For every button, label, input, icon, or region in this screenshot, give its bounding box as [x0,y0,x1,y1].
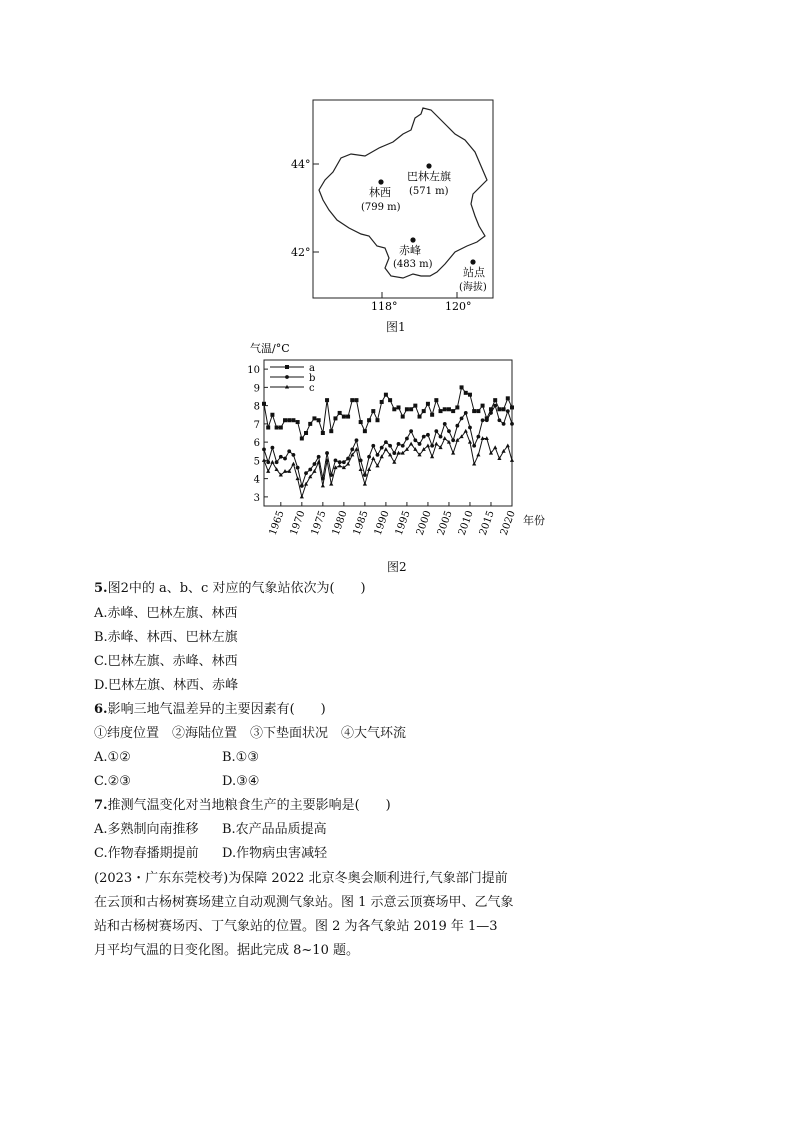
q7-option-b[interactable]: B.农产品品质提高 [222,822,327,837]
station-name-chifeng: 赤峰 [399,244,421,257]
point-a-1971 [304,431,308,435]
y-tick-label-9: 9 [253,383,260,395]
point-a-1974 [317,418,321,422]
point-a-1998 [418,415,422,419]
point-a-1981 [346,415,350,419]
q6-option-d[interactable]: D.③④ [222,774,260,789]
question-6-number: 6. [94,702,108,717]
point-a-1989 [380,400,384,404]
point-b-1992 [392,451,396,455]
point-b-1973 [313,462,317,466]
point-b-1964 [275,460,279,464]
legend-label-b: b [309,373,316,384]
station-name-balinzuoqi: 巴林左旗 [407,170,451,183]
point-b-2011 [472,444,476,448]
legend-label-c: c [309,383,315,394]
point-a-1992 [392,407,396,411]
point-c-1996 [409,442,413,446]
passage-8-10 [94,867,514,963]
point-b-1994 [401,444,405,448]
point-b-1982 [350,448,354,452]
point-b-1989 [380,446,384,450]
point-a-1986 [367,418,371,422]
question-6-text: 影响三地气温差异的主要因素有( ) [107,702,326,717]
point-b-1967 [287,449,291,453]
point-c-1962 [266,469,270,473]
x-tick-label-1995: 1995 [393,509,413,537]
figure2-chart [240,338,560,558]
point-a-1973 [312,416,316,420]
question-7-text: 推测气温变化对当地粮食生产的主要影响是( ) [107,798,391,813]
point-c-1990 [384,447,388,451]
point-b-1991 [388,444,392,448]
y-tick-label-7: 7 [253,419,260,431]
passage-source: (2023・广东东莞校考) [94,871,229,886]
point-a-1977 [329,429,333,433]
point-b-2016 [493,404,497,408]
point-a-1970 [300,436,304,440]
point-c-2010 [468,440,472,444]
point-a-1994 [401,415,405,419]
point-a-2001 [430,413,434,417]
passage-text: 为保障 2022 北京冬奥会顺利进行,气象部门提前在云顶和古杨树赛场建立自动观测气象站。图 1 示意云顶赛场甲、乙气象站和古杨树赛场丙、丁气象站的位置。图 2 为各气象站 2019 年 1—3 月平均气温的日变化图。据此完成 8~10 题。 [94,871,514,958]
point-c-2016 [493,445,497,449]
point-b-2005 [447,429,451,433]
point-c-1968 [291,462,295,466]
point-b-1980 [342,460,346,464]
q5-option-a[interactable]: A.赤峰、巴林左旗、林西 [94,606,238,621]
point-a-1990 [384,393,388,397]
point-a-1984 [359,420,363,424]
legend-station-label: 站点 [463,266,485,279]
point-b-2002 [434,429,438,433]
y-tick-label-6: 6 [253,438,260,450]
q7-option-a[interactable]: A.多熟制向南推移 [94,822,199,837]
point-a-1975 [321,431,325,435]
x-tick-label-2000: 2000 [414,509,434,537]
station-elev-linxi: (799 m) [361,202,401,213]
point-a-2005 [447,407,451,411]
point-a-1964 [275,426,279,430]
q7-option-c[interactable]: C.作物春播期提前 [94,846,199,861]
point-b-1966 [283,457,287,461]
station-elev-balinzuoqi: (571 m) [409,186,449,197]
point-a-1995 [405,407,409,411]
y-tick-label-5: 5 [253,456,260,468]
point-b-1998 [418,442,422,446]
q5-option-d[interactable]: D.巴林左旗、林西、赤峰 [94,678,239,693]
x-tick-label-1990: 1990 [372,509,392,537]
point-b-2007 [455,424,459,428]
point-a-1972 [308,422,312,426]
station-dot-chifeng [410,237,415,242]
x-tick-label-2020: 2020 [498,509,518,537]
legend-elev-label: (海拔) [459,282,487,293]
point-c-1981 [346,462,350,466]
point-c-1985 [363,482,367,486]
point-a-1983 [354,398,358,402]
point-a-1997 [413,404,417,408]
point-b-2008 [460,417,464,421]
point-b-2017 [497,418,501,422]
point-a-1985 [363,429,367,433]
point-c-1969 [296,476,300,480]
point-b-2004 [443,422,447,426]
y-tick-label-4: 4 [253,474,260,486]
point-b-2020 [510,422,514,426]
x-tick-label-1970: 1970 [288,509,308,537]
legend-label-a: a [309,363,315,374]
point-b-1997 [413,438,417,442]
point-b-1968 [292,453,296,457]
point-a-2007 [455,405,459,409]
point-a-2003 [439,409,443,413]
point-a-2002 [434,398,438,402]
point-b-1969 [296,466,300,470]
point-c-1963 [270,460,274,464]
point-b-1976 [325,451,329,455]
point-b-1972 [308,468,312,472]
point-b-1988 [376,453,380,457]
point-b-1965 [279,455,283,459]
lon-label-118: 118° [371,300,398,313]
point-a-2000 [426,402,430,406]
q5-option-b[interactable]: B.赤峰、林西、巴林左旗 [94,630,238,645]
point-c-1987 [371,456,375,460]
chart-ylabel: 气温/°C [250,342,290,355]
point-c-2004 [443,436,447,440]
point-a-1993 [397,405,401,409]
point-c-2009 [464,429,468,433]
figure2-caption: 图2 [387,560,407,574]
legend-station-dot [470,259,475,264]
point-a-2010 [468,393,472,397]
station-dot-balinzuoqi [426,163,431,168]
point-c-2020 [510,458,514,462]
point-b-2015 [489,411,493,415]
point-b-1995 [405,437,409,441]
point-b-2014 [485,418,489,422]
point-c-1986 [367,467,371,471]
point-a-2016 [493,398,497,402]
point-a-1996 [409,407,413,411]
point-a-2008 [460,385,464,389]
x-tick-label-2015: 2015 [477,509,497,537]
q6-option-a[interactable]: A.①② [94,750,131,765]
point-b-2018 [502,422,506,426]
point-b-1974 [317,455,321,459]
point-b-2012 [476,435,480,439]
figure1-caption: 图1 [386,320,406,334]
point-b-1985 [363,473,367,477]
question-6-stem [94,701,326,718]
point-b-2000 [426,433,430,437]
point-a-2012 [476,409,480,413]
point-c-1979 [338,464,342,468]
x-tick-label-2005: 2005 [435,509,455,537]
lat-label-44: 44° [291,158,311,171]
point-b-1979 [338,460,342,464]
point-a-2020 [510,405,514,409]
point-c-2000 [426,443,430,447]
point-a-2011 [472,409,476,413]
point-b-1996 [409,429,413,433]
point-b-1990 [384,440,388,444]
point-a-2019 [506,396,510,400]
y-tick-label-10: 10 [247,365,260,377]
point-a-1967 [287,418,291,422]
point-c-2001 [430,454,434,458]
point-a-1980 [342,415,346,419]
point-b-1999 [422,435,426,439]
q6-option-b[interactable]: B.①③ [222,750,259,765]
point-a-1969 [296,420,300,424]
point-a-1961 [262,402,266,406]
point-b-2009 [464,411,468,415]
question-6-factors: ①纬度位置 ②海陆位置 ③下垫面状况 ④大气环流 [94,726,407,741]
point-b-1993 [397,442,401,446]
lon-label-120: 120° [445,300,472,313]
point-a-1982 [350,398,354,402]
question-5-text: 图2中的 a、b、c 对应的气象站依次为( ) [107,581,366,596]
point-a-1988 [375,418,379,422]
point-b-1961 [262,448,266,452]
point-a-1999 [422,409,426,413]
question-7-number: 7. [94,798,108,813]
point-a-2017 [497,407,501,411]
point-c-2011 [472,462,476,466]
q6-option-c[interactable]: C.②③ [94,774,131,789]
point-a-1968 [291,418,295,422]
point-a-1987 [371,409,375,413]
point-b-1971 [304,471,308,475]
point-b-1987 [371,444,375,448]
station-name-linxi: 林西 [369,186,391,199]
point-b-2013 [481,418,485,422]
point-b-1981 [346,457,350,461]
point-b-2006 [451,438,455,442]
point-c-1984 [359,467,363,471]
point-b-1962 [266,460,270,464]
question-7-stem [94,797,391,814]
point-a-1978 [333,416,337,420]
point-a-1962 [266,426,270,430]
point-c-2019 [506,443,510,447]
point-b-1978 [334,458,338,462]
point-b-2003 [439,435,443,439]
point-b-1986 [367,455,371,459]
point-c-1977 [329,482,333,486]
point-a-2006 [451,409,455,413]
point-a-1991 [388,398,392,402]
point-b-1970 [300,484,304,488]
y-tick-label-8: 8 [253,401,260,413]
point-a-2009 [464,391,468,395]
point-a-1963 [270,413,274,417]
legend-marker-b [285,375,289,379]
point-a-1966 [283,418,287,422]
station-elev-chifeng: (483 m) [393,259,433,270]
x-tick-label-1975: 1975 [309,509,329,537]
point-c-1975 [321,484,325,488]
point-a-1976 [325,398,329,402]
point-a-2018 [502,407,506,411]
lat-label-42: 42° [291,246,311,259]
x-tick-label-1965: 1965 [267,509,287,537]
point-a-2004 [443,407,447,411]
point-c-2002 [434,442,438,446]
q7-option-d[interactable]: D.作物病虫害减轻 [222,846,328,861]
legend-marker-a [285,365,289,369]
x-tick-label-2010: 2010 [456,509,476,537]
point-a-1965 [279,426,283,430]
figure1-map [285,96,505,318]
point-b-2001 [430,444,434,448]
point-b-1963 [271,446,275,450]
point-c-1970 [300,495,304,499]
chart-xlabel: 年份 [523,514,545,527]
point-a-2013 [481,404,485,408]
q5-option-c[interactable]: C.巴林左旗、赤峰、林西 [94,654,238,669]
point-b-1983 [355,438,359,442]
station-dot-linxi [378,179,383,184]
point-c-2012 [476,453,480,457]
x-tick-label-1980: 1980 [330,509,350,537]
y-tick-label-3: 3 [253,492,260,504]
question-5-stem [94,580,366,597]
point-a-1979 [338,411,342,415]
point-c-1973 [312,469,316,473]
x-tick-label-1985: 1985 [351,509,371,537]
point-c-2006 [451,451,455,455]
point-b-2019 [506,409,510,413]
point-b-2010 [468,426,472,430]
question-5-number: 5. [94,581,108,596]
